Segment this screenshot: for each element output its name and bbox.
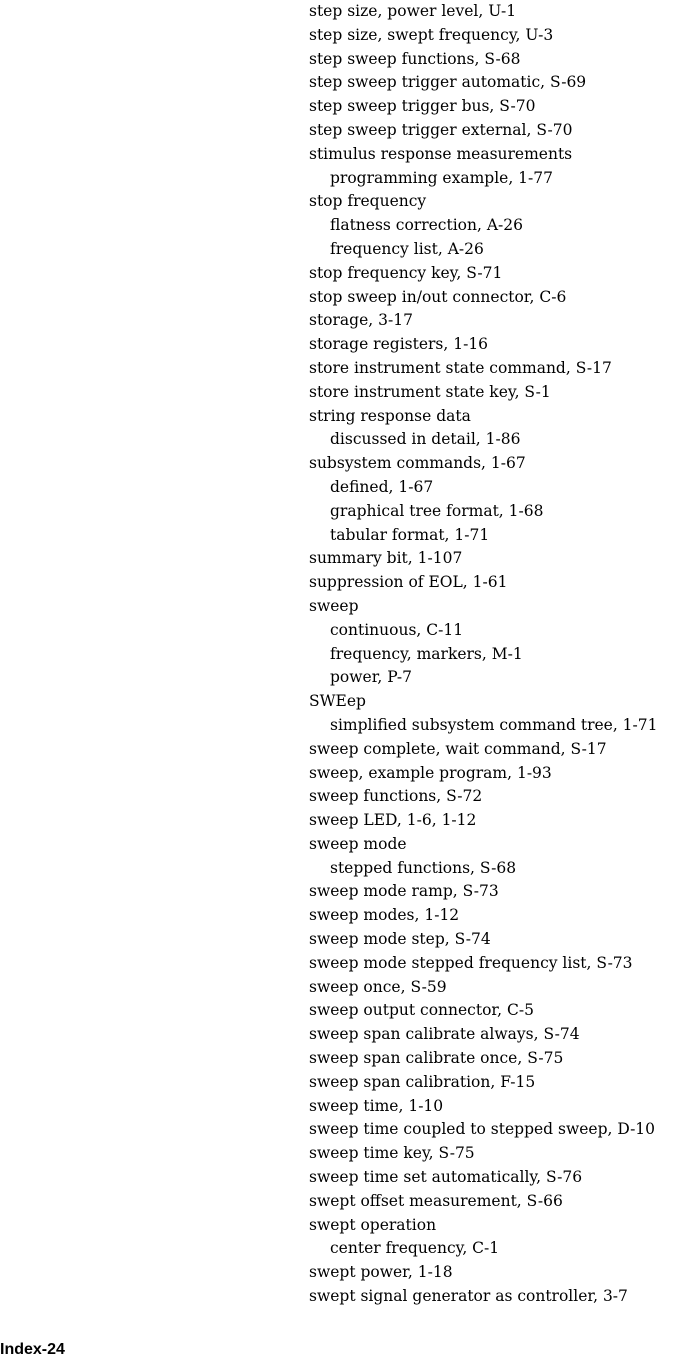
index-entry: swept operation bbox=[309, 1215, 437, 1234]
index-entry: sweep time, 1-10 bbox=[309, 1096, 444, 1115]
index-entry: suppression of EOL, 1-61 bbox=[309, 573, 508, 592]
index-subentry: power, P-7 bbox=[330, 668, 412, 687]
page-number-label: Index-24 bbox=[0, 1341, 65, 1358]
index-column bbox=[309, 0, 687, 1309]
index-entry: storage, 3-17 bbox=[309, 311, 413, 330]
index-subentry: programming example, 1-77 bbox=[330, 168, 554, 187]
index-entry: stimulus response measurements bbox=[309, 144, 573, 163]
index-subentry: stepped functions, S-68 bbox=[330, 858, 517, 877]
index-entry: sweep functions, S-72 bbox=[309, 787, 483, 806]
index-subentry: simplified subsystem command tree, 1-71 bbox=[330, 715, 658, 734]
index-entry: stop frequency bbox=[309, 192, 427, 211]
index-entry: step size, power level, U-1 bbox=[309, 2, 517, 20]
index-entry: sweep span calibration, F-15 bbox=[309, 1072, 536, 1091]
index-entry: sweep complete, wait command, S-17 bbox=[309, 739, 607, 758]
index-entry: summary bit, 1-107 bbox=[309, 549, 463, 568]
index-entry: sweep mode stepped frequency list, S-73 bbox=[309, 953, 633, 972]
index-entry: store instrument state key, S-1 bbox=[309, 382, 551, 401]
index-subentry: graphical tree format, 1-68 bbox=[330, 501, 544, 520]
index-subentry: frequency, markers, M-1 bbox=[330, 644, 523, 663]
index-entry: sweep span calibrate always, S-74 bbox=[309, 1025, 580, 1044]
index-entry: SWEep bbox=[309, 692, 366, 711]
index-entry: swept signal generator as controller, 3-7 bbox=[309, 1287, 628, 1306]
index-entry: step sweep trigger external, S-70 bbox=[309, 120, 573, 139]
index-entry: stop sweep in/out connector, C-6 bbox=[309, 287, 567, 306]
index-entry: step sweep functions, S-68 bbox=[309, 49, 521, 68]
index-entry: sweep, example program, 1-93 bbox=[309, 763, 552, 782]
index-subentry: tabular format, 1-71 bbox=[330, 525, 490, 544]
index-subentry: continuous, C-11 bbox=[330, 620, 464, 639]
index-entry: sweep modes, 1-12 bbox=[309, 906, 460, 925]
index-entry: store instrument state command, S-17 bbox=[309, 358, 612, 377]
index-entry: sweep mode bbox=[309, 834, 407, 853]
index-entry: step sweep trigger automatic, S-69 bbox=[309, 73, 587, 92]
index-subentry: center frequency, C-1 bbox=[330, 1239, 500, 1258]
index-entry: step sweep trigger bus, S-70 bbox=[309, 97, 536, 116]
index-entry: sweep output connector, C-5 bbox=[309, 1001, 534, 1020]
index-entry: sweep bbox=[309, 596, 359, 615]
index-entry: sweep LED, 1-6, 1-12 bbox=[309, 811, 477, 830]
index-subentry: flatness correction, A-26 bbox=[330, 216, 523, 235]
index-entry: swept offset measurement, S-66 bbox=[309, 1191, 563, 1210]
index-entry: sweep mode ramp, S-73 bbox=[309, 882, 499, 901]
index-entry: step size, swept frequency, U-3 bbox=[309, 25, 554, 44]
index-entry: storage registers, 1-16 bbox=[309, 335, 489, 354]
index-entry: string response data bbox=[309, 406, 471, 425]
index-entry: sweep time key, S-75 bbox=[309, 1144, 475, 1163]
index-subentry: defined, 1-67 bbox=[330, 477, 434, 496]
index-entry: sweep once, S-59 bbox=[309, 977, 447, 996]
index-entry: swept power, 1-18 bbox=[309, 1263, 453, 1282]
index-subentry: frequency list, A-26 bbox=[330, 239, 484, 258]
index-entry: sweep time coupled to stepped sweep, D-10 bbox=[309, 1120, 656, 1139]
index-entry: subsystem commands, 1-67 bbox=[309, 454, 526, 473]
index-entry: sweep time set automatically, S-76 bbox=[309, 1168, 583, 1187]
index-subentry: discussed in detail, 1-86 bbox=[330, 430, 521, 449]
index-entry: sweep mode step, S-74 bbox=[309, 930, 491, 949]
index-entry: sweep span calibrate once, S-75 bbox=[309, 1049, 564, 1068]
index-entry: stop frequency key, S-71 bbox=[309, 263, 503, 282]
